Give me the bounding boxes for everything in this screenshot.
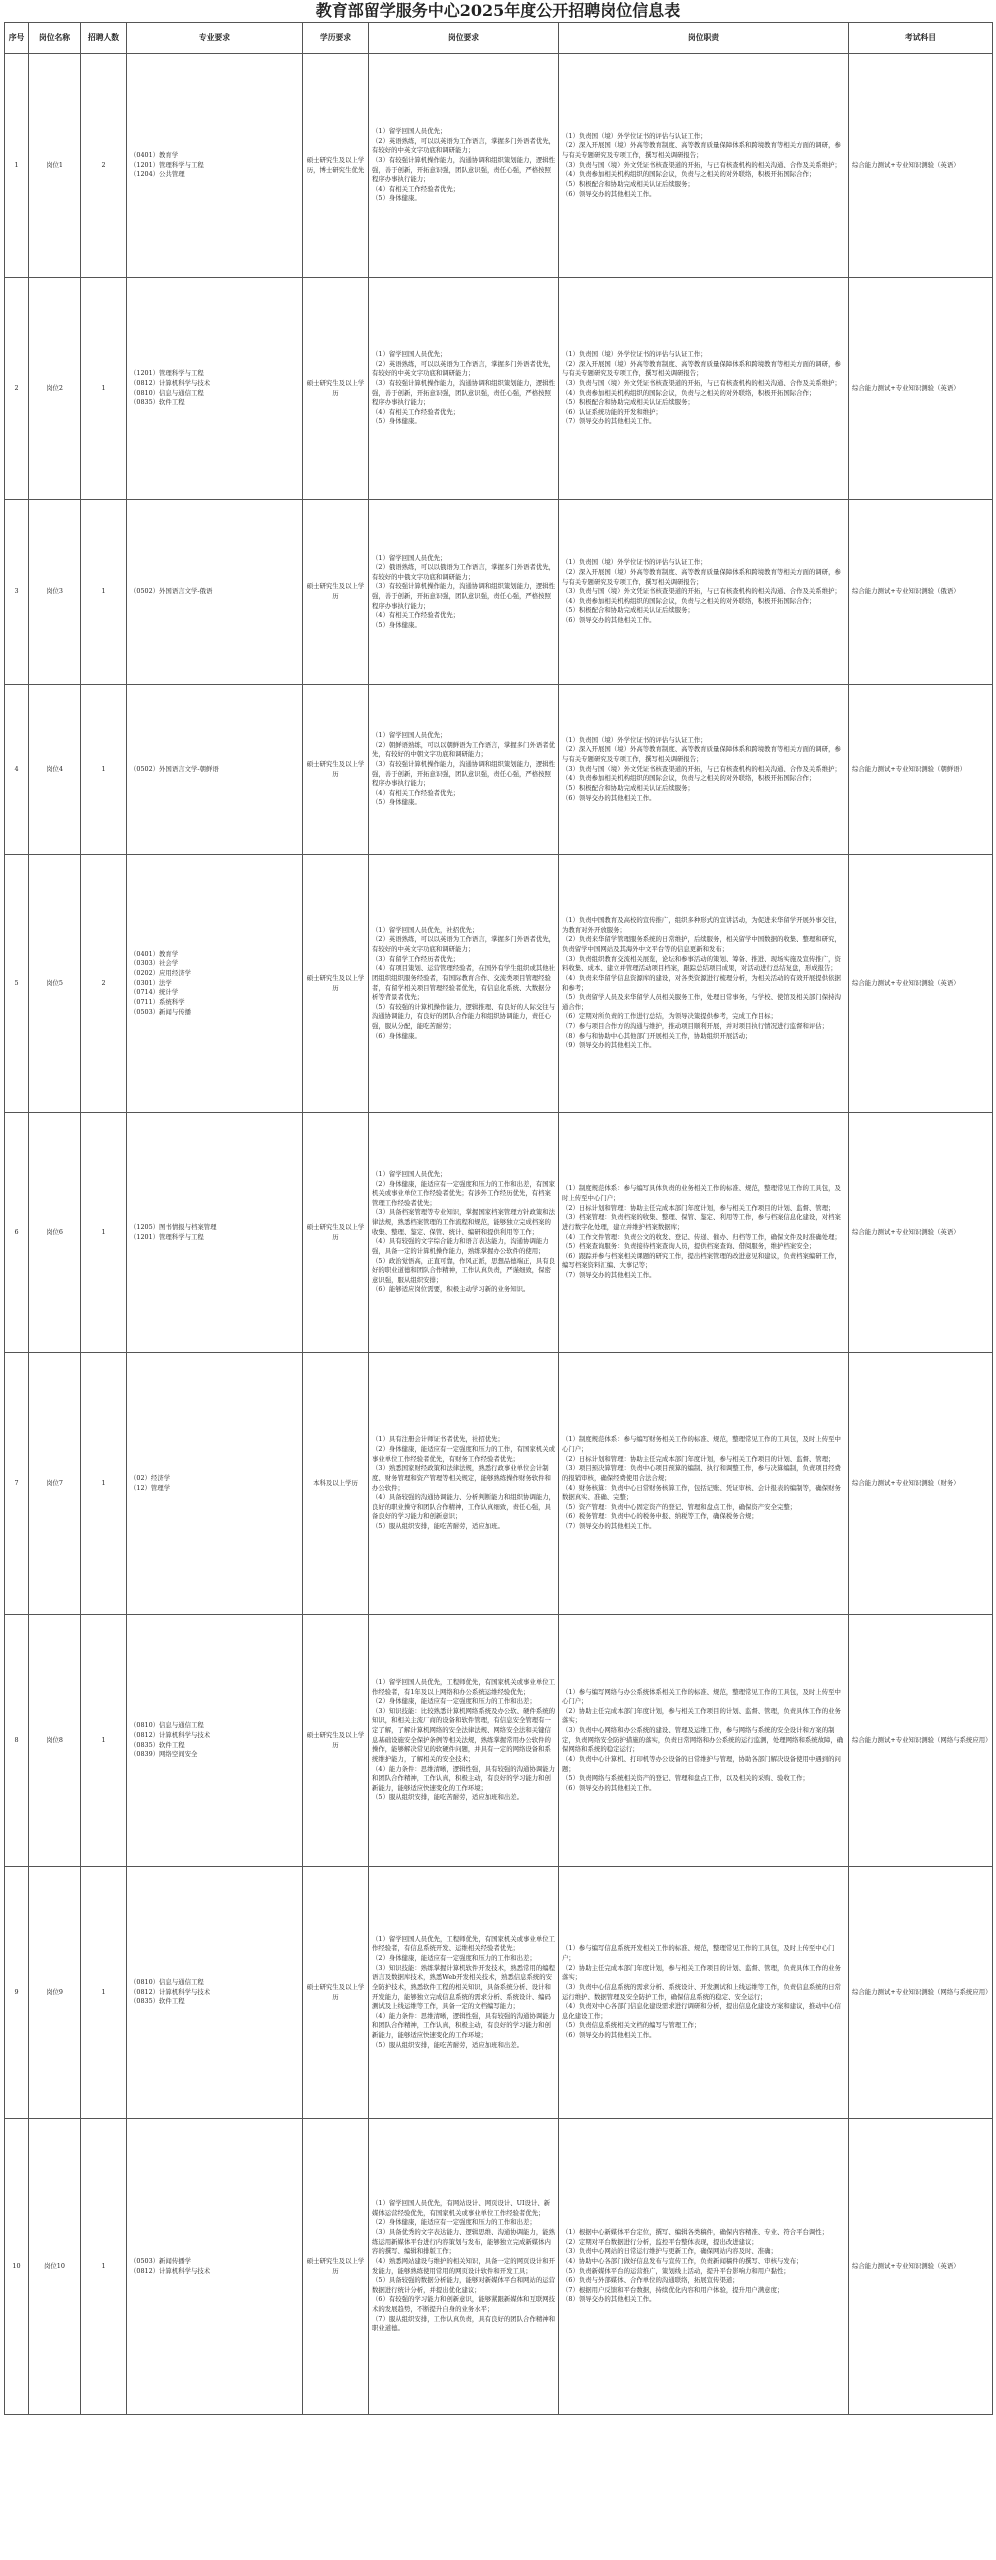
- cell-education: 硕士研究生及以上学历: [303, 1867, 369, 2119]
- cell-major: （0810）信息与通信工程 （0812）计算机科学与技术 （0835）软件工程 （0839）网络空间安全: [127, 1615, 303, 1867]
- cell-index: 7: [5, 1353, 29, 1615]
- table-row: [5, 1615, 993, 1867]
- table-row: [5, 500, 993, 685]
- table-row: [5, 1867, 993, 2119]
- cell-major: （1205）图书情报与档案管理 （1201）管理科学与工程: [127, 1113, 303, 1353]
- cell-index: 10: [5, 2119, 29, 2415]
- cell-position-name: 岗位5: [29, 855, 81, 1113]
- cell-education: 硕士研究生及以上学历: [303, 685, 369, 855]
- cell-duties: （1）负责国（境）外学位证书的评估与认证工作； （2）深入开展国（境）外高等教育制度、高等教育质量保障体系和跨境教育等相关方面的调研，参与有关专题研究及专项工作，撰写相关调研报告； （3）负责与国（境）外文凭证书核查渠道的开拓，与已有核查机构的相关沟通、合作及关系维护； （4）负责参加相关机构组织的国际会议，负责与之相关的对外联络，积极开拓国际合作； （5）积极配合和协助完成相关认证后续服务； （6）领导交办的其他相关工作。: [559, 685, 849, 855]
- cell-duties: （1）负责中国教育及高校的宣传推广，组织多种形式的宣讲活动，为促进来华留学开展外事交往，为教育对外开放服务； （2）负责来华留学管理服务系统的日常维护，后续服务，相关留学中国数据的收集、整理和研究，负责留学中国网站及其海外中文平台等的信息更新和发布； （3）负责组织教育交流相关展览，论坛和参事活动的策划、筹备、推进、现场实施及宣传推广，资料收集、成本、建立并管理活动项目档案，跟踪总结项目成果，对活动进行总结复盘，形成报告； （4）负责来华留学信息资源库的建设，对各类资源进行梳理分析，为相关活动的有效开展提供依据和参考； （5）负责留学人员及来华留学人员相关服务工作，处理日常事务，与学校、使馆及相关部门保持沟通合作； （6）定期对所负责的工作进行总结，为领导决策提供参考，完成工作目标； （7）参与项目合作方的沟通与维护，推动项目顺利开展，并对项目执行情况进行监督和评估； （8）参与和协助中心其他部门开展相关工作，协助组织开展活动； （9）领导交办的其他相关工作。: [559, 855, 849, 1113]
- header-requirements: 岗位要求: [369, 23, 559, 54]
- cell-exam: 综合能力测试+专业知识测验（英语）: [849, 1113, 993, 1353]
- cell-major: （0401）教育学 （1201）管理科学与工程 （1204）公共管理: [127, 54, 303, 278]
- cell-requirements: （1）留学回国人员优先； （2）英语熟练，可以以英语为工作语言，掌握多门外语者优先，有较好的中英文字功底和调研能力； （3）有较强计算机操作能力，沟通协调和组织策划能力，逻辑性强，善于创新，开拓意识强，团队意识强，责任心强，严格按照程序办事执行能力； （4）有相关工作经验者优先； （5）身体健康。: [369, 278, 559, 500]
- cell-education: 硕士研究生及以上学历，博士研究生优先: [303, 54, 369, 278]
- header-position-name: 岗位名称: [29, 23, 81, 54]
- table-row: [5, 685, 993, 855]
- cell-exam: 综合能力测试+专业知识测验（网络与系统应用）: [849, 1615, 993, 1867]
- table-row: [5, 54, 993, 278]
- cell-duties: （1）根据中心新媒体平台定位，撰写、编辑各类稿件，确保内容精准、专业、符合平台调性； （2）定期对平台数据进行分析，监控平台整体表现，提出改进建议； （3）负责中心网站的日常运行维护与更新工作，确保网站内容及时、准确； （4）协助中心各部门做好信息发布与宣传工作，负责新闻稿件的撰写、审核与发布； （5）负责新媒体平台的运营推广，策划线上活动，提升平台影响力和用户黏性； （6）负责与外部媒体、合作单位的沟通联络，拓展宣传渠道； （7）根据用户反馈和平台数据，持续优化内容和用户体验，提升用户满意度； （8）领导交办的其他相关工作。: [559, 2119, 849, 2415]
- cell-duties: （1）参与编写网络与办公系统体系相关工作的标准、规范，整理常见工作的工具包，及时上传至中心门户； （2）协助主任完成本部门年度计划，参与相关工作项目的计划、监督、管理，负责具体工作的业务落实； （3）负责中心网络和办公系统的建设、管理及运维工作，参与网络与系统的安全设计和方案的制定，负责网络安全防护措施的落实，负责日常网络和办公系统的运行监测，处理网络和系统故障，确保网络和系统的稳定运行； （4）负责中心计算机、打印机等办公设备的日常维护与管理，协助各部门解决设备使用中遇到的问题； （5）负责网络与系统相关资产的登记、管理和盘点工作，以及相关的采购、验收工作； （6）领导交办的其他相关工作。: [559, 1615, 849, 1867]
- cell-education: 本科及以上学历: [303, 1353, 369, 1615]
- cell-exam: 综合能力测试+专业知识测验（英语）: [849, 855, 993, 1113]
- cell-requirements: （1）留学回国人员优先，工程师优先，有国家机关或事业单位工作经验者，有信息系统开发、运维相关经验者优先； （2）身体健康，能适应有一定强度和压力的工作和出差； （3）知识技能：熟练掌握计算机软件开发技术，熟悉常用的编程语言及数据库技术，熟悉Web开发相关技术，熟悉信息系统的安全防护技术，熟悉软件工程的相关知识，具备系统分析、设计和开发能力，能够独立完成信息系统的需求分析、系统设计、编码测试及上线运维等工作，具备一定的文档编写能力； （4）能力条件：思维清晰，逻辑性强，具有较强的沟通协调能力和团队合作精神，工作认真，积极主动，有良好的学习能力和创新能力，能够适应快速变化的工作环境； （5）服从组织安排，能吃苦耐劳，适应加班和出差。: [369, 1867, 559, 2119]
- cell-index: 1: [5, 54, 29, 278]
- cell-hire-count: 2: [81, 855, 127, 1113]
- cell-index: 9: [5, 1867, 29, 2119]
- cell-position-name: 岗位6: [29, 1113, 81, 1353]
- cell-requirements: （1）留学回国人员优先； （2）英语熟练，可以以英语为工作语言，掌握多门外语者优先，有较好的中英文字功底和调研能力； （3）有较强计算机操作能力，沟通协调和组织策划能力，逻辑性强，善于创新，开拓意识强，团队意识强，责任心强，严格按照程序办事执行能力； （4）有相关工作经验者优先； （5）身体健康。: [369, 54, 559, 278]
- cell-position-name: 岗位10: [29, 2119, 81, 2415]
- cell-requirements: （1）留学回国人员优先，工程师优先，有国家机关或事业单位工作经验者，有1年及以上网络和办公系统运维经验优先； （2）身体健康，能适应有一定强度和压力的工作和出差； （3）知识技能：比较熟悉计算机网络系统及办公软、硬件系统的知识，和相关主流厂商的设备和软件管理，有信息安全管理有一定了解，了解计算机网络的安全法律法规、网络安全法和关键信息基础设施安全保护条例等相关法规，熟练掌握常用办公软件的操作，能够解决常见的软硬件问题，并具有一定的网络设备和系统维护能力，了解相关的安全技术； （4）能力条件：思维清晰，逻辑性强，具有较强的沟通协调能力和团队合作精神，工作认真，积极主动，有良好的学习能力和创新能力，能够适应快速变化的工作环境； （5）服从组织安排，能吃苦耐劳，适应加班和出差。: [369, 1615, 559, 1867]
- cell-major: （0502）外国语言文学-朝鲜语: [127, 685, 303, 855]
- cell-duties: （1）负责国（境）外学位证书的评估与认证工作； （2）深入开展国（境）外高等教育制度、高等教育质量保障体系和跨境教育等相关方面的调研，参与有关专题研究及专项工作，撰写相关调研报告； （3）负责与国（境）外文凭证书核查渠道的开拓，与已有核查机构的相关沟通、合作及关系维护； （4）负责参加相关机构组织的国际会议，负责与之相关的对外联络，积极开拓国际合作； （5）积极配合和协助完成相关认证后续服务； （6）领导交办的其他相关工作。: [559, 54, 849, 278]
- cell-exam: 综合能力测试+专业知识测验（英语）: [849, 278, 993, 500]
- cell-hire-count: 2: [81, 54, 127, 278]
- table-row: [5, 1113, 993, 1353]
- table-row: [5, 1353, 993, 1615]
- cell-position-name: 岗位1: [29, 54, 81, 278]
- cell-major: （1201）管理科学与工程 （0812）计算机科学与技术 （0810）信息与通信工程 （0835）软件工程: [127, 278, 303, 500]
- header-education: 学历要求: [303, 23, 369, 54]
- cell-requirements: （1）留学回国人员优先，有网站设计、网页设计、UI设计、新媒体运营经验优先，有国家机关或事业单位工作经验者优先； （2）身体健康，能适应有一定强度和压力的工作和出差； （3）具备优秀的文字表达能力、逻辑思维、沟通协调能力，能熟练运用新媒体平台进行内容策划与发布，能够独立完成新媒体内容的撰写、编辑和排版工作； （4）熟悉网站建设与维护的相关知识，具备一定的网页设计和开发能力，能够熟练使用常用的网页设计软件和开发工具； （5）具备较强的数据分析能力，能够对新媒体平台和网站的运营数据进行统计分析，并提出优化建议； （6）有较强的学习能力和创新意识，能够紧跟新媒体和互联网技术的发展趋势，不断提升自身的业务水平； （7）服从组织安排，工作认真负责，具有良好的团队合作精神和职业道德。: [369, 2119, 559, 2415]
- table-row: [5, 2119, 993, 2415]
- cell-position-name: 岗位8: [29, 1615, 81, 1867]
- cell-major: （02）经济学 （12）管理学: [127, 1353, 303, 1615]
- cell-hire-count: 1: [81, 278, 127, 500]
- cell-index: 4: [5, 685, 29, 855]
- cell-index: 6: [5, 1113, 29, 1353]
- cell-index: 2: [5, 278, 29, 500]
- cell-hire-count: 1: [81, 500, 127, 685]
- cell-requirements: （1）具有注册会计师证书者优先，社招优先； （2）身体健康，能适应有一定强度和压力的工作，有国家机关或事业单位工作经验者优先，有财务工作经验者优先； （3）熟悉国家财经政策和法律法规，熟悉行政事业单位会计制度、财务管理和资产管理等相关规定，能够熟练操作财务软件和办公软件； （4）具备较强的沟通协调能力、分析判断能力和组织协调能力，良好的职业操守和团队合作精神，工作认真细致，责任心强，具备良好的学习能力和创新意识； （5）服从组织安排，能吃苦耐劳，适应加班。: [369, 1353, 559, 1615]
- cell-requirements: （1）留学回国人员优先； （2）朝鲜语熟练，可以以朝鲜语为工作语言，掌握多门外语者优先，有较好的中朝文字功底和调研能力； （3）有较强计算机操作能力，沟通协调和组织策划能力，逻辑性强，善于创新，开拓意识强，团队意识强，责任心强，严格按照程序办事执行能力； （4）有相关工作经验者优先； （5）身体健康。: [369, 685, 559, 855]
- cell-major: （0810）信息与通信工程 （0812）计算机科学与技术 （0835）软件工程: [127, 1867, 303, 2119]
- table-row: [5, 855, 993, 1113]
- cell-education: 硕士研究生及以上学历: [303, 855, 369, 1113]
- table-header-row: [5, 23, 993, 54]
- cell-requirements: （1）留学回国人员优先； （2）俄语熟练，可以以俄语为工作语言，掌握多门外语者优先，有较好的中俄文字功底和调研能力； （3）有较强计算机操作能力，沟通协调和组织策划能力，逻辑性强，善于创新，开拓意识强，团队意识强，责任心强，严格按照程序办事执行能力； （4）有相关工作经验者优先； （5）身体健康。: [369, 500, 559, 685]
- cell-index: 3: [5, 500, 29, 685]
- header-major: 专业要求: [127, 23, 303, 54]
- cell-duties: （1）参与编写信息系统开发相关工作的标准、规范，整理常见工作的工具包，及时上传至中心门户； （2）协助主任完成本部门年度计划，参与相关工作项目的计划、监督、管理，负责具体工作的业务落实； （3）负责中心信息系统的需求分析、系统设计、开发测试和上线运维等工作，负责信息系统的日常运行维护、数据管理及安全防护工作，确保信息系统的稳定、安全运行； （4）负责对中心各部门信息化建设需求进行调研和分析，提出信息化建设方案和建议，推动中心信息化建设工作； （5）负责信息系统相关文档的编写与管理工作； （6）领导交办的其他相关工作。: [559, 1867, 849, 2119]
- cell-hire-count: 1: [81, 685, 127, 855]
- cell-major: （0502）外国语言文学-俄语: [127, 500, 303, 685]
- cell-education: 硕士研究生及以上学历: [303, 1113, 369, 1353]
- cell-duties: （1）负责国（境）外学位证书的评估与认证工作； （2）深入开展国（境）外高等教育制度、高等教育质量保障体系和跨境教育等相关方面的调研，参与有关专题研究及专项工作，撰写相关调研报告； （3）负责与国（境）外文凭证书核查渠道的开拓，与已有核查机构的相关沟通、合作及关系维护； （4）负责参加相关机构组织的国际会议，负责与之相关的对外联络，积极开拓国际合作； （5）积极配合和协助完成相关认证后续服务； （6）领导交办的其他相关工作。: [559, 500, 849, 685]
- cell-hire-count: 1: [81, 1867, 127, 2119]
- cell-major: （0401）教育学 （0303）社会学 （0202）应用经济学 （0301）法学 （0714）统计学 （0711）系统科学 （0503）新闻与传播: [127, 855, 303, 1113]
- cell-exam: 综合能力测试+专业知识测验（英语）: [849, 54, 993, 278]
- table-row: [5, 278, 993, 500]
- cell-position-name: 岗位7: [29, 1353, 81, 1615]
- header-duties: 岗位职责: [559, 23, 849, 54]
- cell-education: 硕士研究生及以上学历: [303, 1615, 369, 1867]
- cell-hire-count: 1: [81, 1353, 127, 1615]
- cell-education: 硕士研究生及以上学历: [303, 500, 369, 685]
- cell-duties: （1）负责国（境）外学位证书的评估与认证工作； （2）深入开展国（境）外高等教育制度、高等教育质量保障体系和跨境教育等相关方面的调研，参与有关专题研究及专项工作，撰写相关调研报告； （3）负责与国（境）外文凭证书核查渠道的开拓，与已有核查机构的相关沟通、合作及关系维护； （4）负责参加相关机构组织的国际会议，负责与之相关的对外联络，积极开拓国际合作； （5）积极配合和协助完成相关认证后续服务； （6）认证系统功能的开发和维护； （7）领导交办的其他相关工作。: [559, 278, 849, 500]
- cell-hire-count: 1: [81, 1615, 127, 1867]
- cell-exam: 综合能力测试+专业知识测验（财务）: [849, 1353, 993, 1615]
- header-exam: 考试科目: [849, 23, 993, 54]
- cell-requirements: （1）留学回国人员优先； （2）身体健康，能适应有一定强度和压力的工作和出差，有国家机关或事业单位工作经验者优先；有涉外工作经历优先，有档案管理工作经验者优先； （3）具备档案管理等专业知识，掌握国家档案管理方针政策和法律法规，熟悉档案管理的工作流程和规范，能够独立完成档案的收集、整理、鉴定、保管、统计、编研和提供利用等工作； （4）具有较强的文字综合能力和语言表达能力，沟通协调能力强，具备一定的计算机操作能力，熟练掌握办公软件的使用； （5）政治觉悟高，正直可靠，作风正派，思想品德端正，具有良好的职业道德和团队合作精神，工作认真负责，严谨细致，保密意识强，服从组织安排； （6）能够适应岗位需要，积极主动学习新的业务知识。: [369, 1113, 559, 1353]
- cell-exam: 综合能力测试+专业知识测验（网络与系统应用）: [849, 1867, 993, 2119]
- cell-exam: 综合能力测试+专业知识测验（俄语）: [849, 500, 993, 685]
- page-title: 教育部留学服务中心2025年度公开招聘岗位信息表: [315, 1, 681, 20]
- cell-hire-count: 1: [81, 1113, 127, 1353]
- cell-duties: （1）制度规范体系：参与编写具体负责的业务相关工作的标准、规范，整理常见工作的工具包，及时上传至中心门户； （2）日标计划和管理：协助主任完成本部门年度计划，参与相关工作项目的计划、监督、管理； （3）档案管理：负责档案的收集、整理、保管、鉴定、利用等工作，参与档案信息化建设，对档案进行数字化处理，建立并维护档案数据库； （4）工作文件管理：负责公文的收发、登记、传递、催办、归档等工作，确保文件及时准确处理； （5）档案查询服务：负责接待档案查询人员，提供档案查询、借阅服务，维护档案安全； （6）跟踪并参与档案相关课题的研究工作，提出档案管理的改进意见和建议，负责档案编研工作，编写档案资料汇编、大事记等； （7）领导交办的其他相关工作。: [559, 1113, 849, 1353]
- cell-hire-count: 1: [81, 2119, 127, 2415]
- cell-position-name: 岗位9: [29, 1867, 81, 2119]
- cell-exam: 综合能力测试+专业知识测验（朝鲜语）: [849, 685, 993, 855]
- cell-education: 硕士研究生及以上学历: [303, 2119, 369, 2415]
- cell-position-name: 岗位2: [29, 278, 81, 500]
- cell-position-name: 岗位4: [29, 685, 81, 855]
- header-index: 序号: [5, 23, 29, 54]
- cell-duties: （1）制度规范体系：参与编写财务相关工作的标准、规范，整理常见工作的工具包，及时上传至中心门户； （2）日标计划和管理：协助主任完成本部门年度计划，参与相关工作项目的计划、监督、管理； （3）项目预决算管理：负责中心项目预算的编制、执行和调整工作，参与决算编制，负责项目经费的报销审核，确保经费使用合法合规； （4）财务核算：负责中心日常财务核算工作，包括记账、凭证审核、会计报表的编制等，确保财务数据真实、准确、完整； （5）资产管理：负责中心固定资产的登记、管理和盘点工作，确保资产安全完整； （6）税务管理：负责中心的税务申报、纳税等工作，确保税务合规； （7）领导交办的其他相关工作。: [559, 1353, 849, 1615]
- cell-major: （0503）新闻传播学 （0812）计算机科学与技术: [127, 2119, 303, 2415]
- cell-exam: 综合能力测试+专业知识测验（英语）: [849, 2119, 993, 2415]
- cell-index: 5: [5, 855, 29, 1113]
- cell-index: 8: [5, 1615, 29, 1867]
- header-hire-count: 招聘人数: [81, 23, 127, 54]
- cell-requirements: （1）留学回国人员优先，社招优先； （2）英语熟练，可以以英语为工作语言，掌握多门外语者优先，有较好的中英文字功底和调研能力； （3）有留学工作经历者优先； （4）有项目策划、运营管理经验者，在国外有学生组织或其他社团组织组织服务经验者，有国际教育合作、交流类项目管理经验者，有留学相关项目管理经验者优先，有信息化系统、大数据分析等背景者优先； （5）有较强的计算机操作能力，逻辑推理、有良好的人际交往与沟通协调能力，有良好的团队合作能力和组织协调能力，责任心强，服从分配，能吃苦耐劳； （6）身体健康。: [369, 855, 559, 1113]
- cell-education: 硕士研究生及以上学历: [303, 278, 369, 500]
- recruitment-table: [4, 22, 993, 2415]
- cell-position-name: 岗位3: [29, 500, 81, 685]
